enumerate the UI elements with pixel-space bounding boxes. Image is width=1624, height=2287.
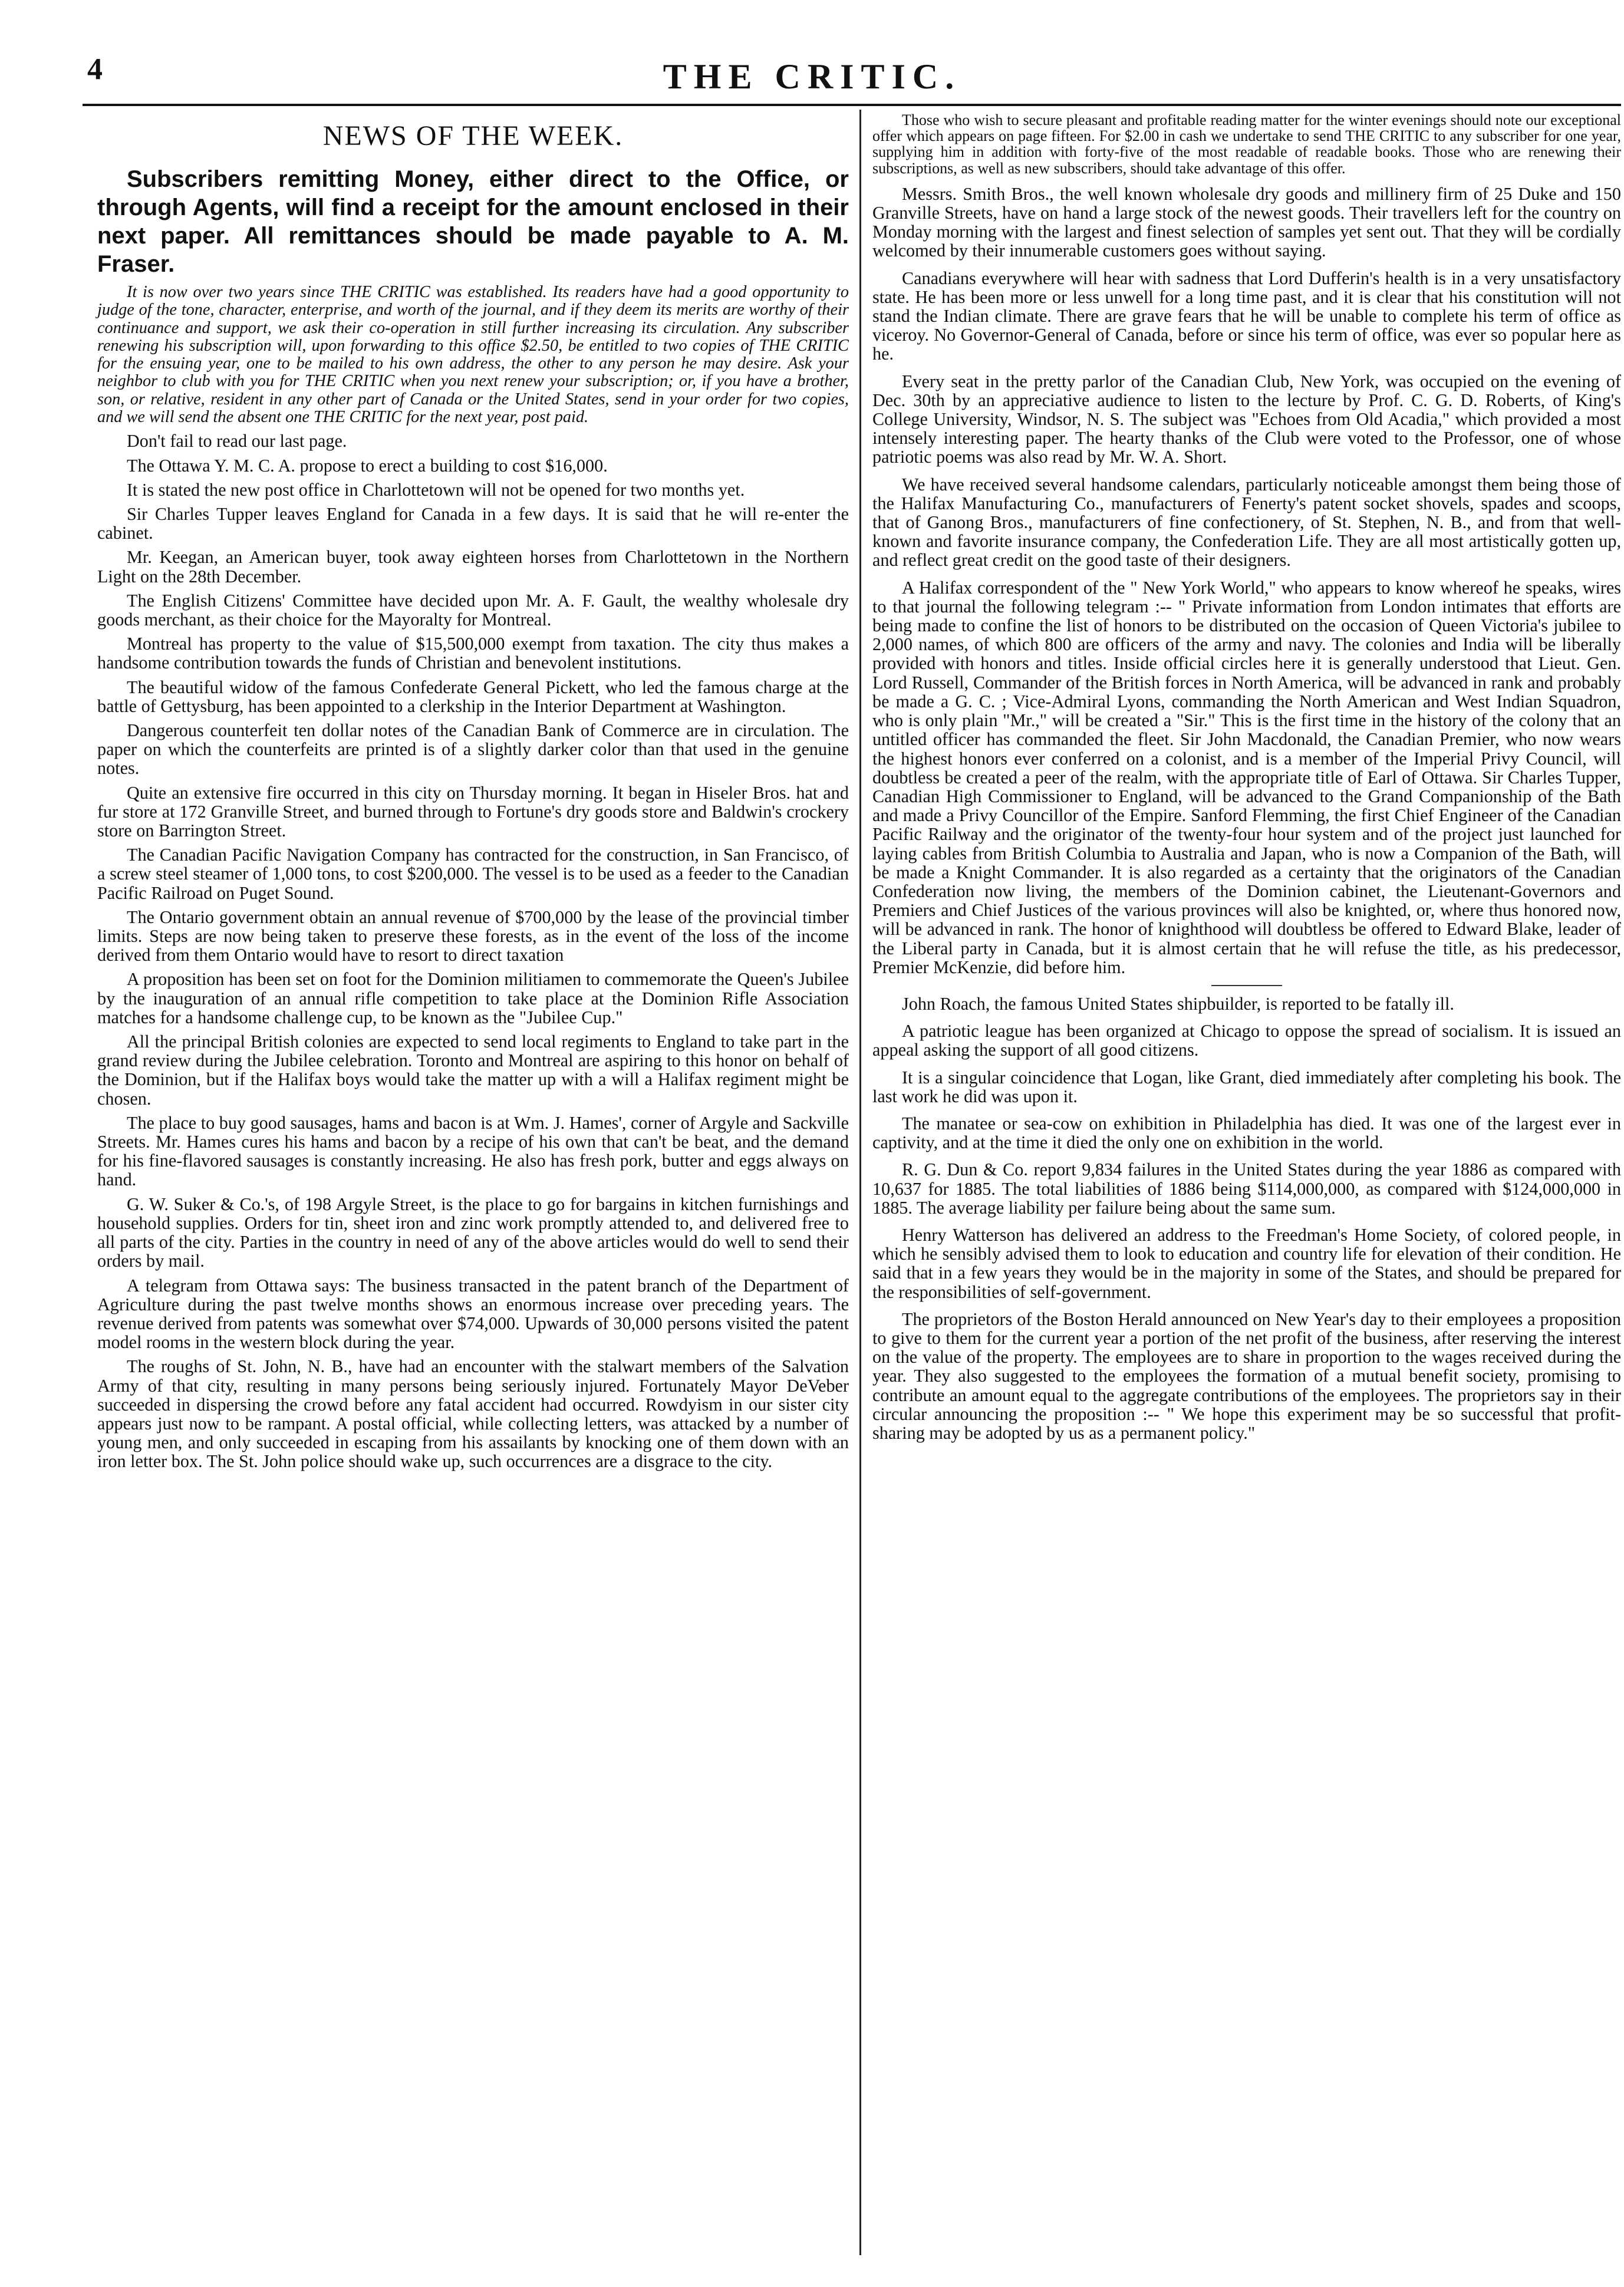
news-item: The Ottawa Y. M. C. A. propose to erect a building to cost $16,000.	[127, 455, 608, 476]
page-number: 4	[87, 52, 103, 86]
news-item: The place to buy good sausages, hams and bacon is at Wm. J. Hames', corner of Argyle and Sackville Streets. Mr. Hames cures his hams and bacon by a recipe of his own that can't be beat, and the demand for his fine-flavored sausages is constantly increasing. He also has fresh pork, butter and eggs always on hand.	[97, 1112, 849, 1190]
news-item: It is a singular coincidence that Logan, like Grant, died immediately after completing his book. The last work he did was upon it.	[872, 1067, 1621, 1106]
news-item: A patriotic league has been organized at Chicago to oppose the spread of socialism. It is issued an appeal asking the support of all good citizens.	[872, 1021, 1621, 1060]
right-column	[872, 112, 1621, 1451]
news-item: Don't fail to read our last page.	[127, 431, 347, 452]
news-item: A Halifax correspondent of the " New York World," who appears to know whereof he speaks, wires to that journal the following telegram :-- " Private information from London intimates that efforts are being made to confine the list of honors to be distributed on the occasion of Queen Victoria's jubilee to 2,000 names, of which 800 are officers of the army and navy. The colonies and India will be liberally provided with honors and titles. Inside official circles here it is generally understood that Lieut. Gen. Lord Russell, Commander of the British forces in North America, will be advanced in rank and probably be made a G. C. ; Vice-Admiral Lyons, commanding the North American and West Indian Squadron, who is only plain "Mr.," will be created a "Sir." This is the first time in the history of the colony that an untitled officer has commanded the fleet. Sir John Macdonald, the Canadian Premier, who now wears the highest honors ever conferred on a colonist, and is a member of the Imperial Privy Council, will doubtless be created a peer of the realm, with the appropriate title of Earl of Ottawa. Sir Charles Tupper, Canadian High Commissioner to England, will be advanced to the Grand Companionship of the Bath and made a Privy Councillor of the Empire. Sanford Flemming, the first Chief Engineer of the Canadian Pacific Railway and the originator of the twenty-four hour system and of the project just launched for laying cables from British Columbia to Australia and Japan, who is now a Companion of the Bath, will be made a Knight Commander. It is also regarded as a certainty that the originators of the Canadian Confederation now living, the members of the Dominion cabinet, the Lieutenant-Governors and Premiers and Chief Justices of the various provinces will also be knighted, or, where thus honored now, will be advanced in rank. The honor of knighthood will doubtless be offered to Edward Blake, leader of the Liberal party in Canada, but it is almost certain that he will refuse the title, as his predecessor, Premier McKenzie, did before him.	[872, 577, 1621, 977]
section-heading: NEWS OF THE WEEK.	[322, 120, 624, 151]
left-news-items	[97, 431, 849, 1471]
right-news-items-a	[872, 184, 1621, 977]
news-item: Henry Watterson has delivered an address to the Freedman's Home Society, of colored people, in which he sensibly advised them to look to education and country life for elevation of their condition. He said that in a few years they would be in the majority in some of the States, and should be prepared for the responsibilities of self-government.	[872, 1224, 1621, 1302]
reading-offer: Those who wish to secure pleasant and profitable reading matter for the winter evenings should note our exceptional offer which appears on page fifteen. For $2.00 in cash we undertake to send THE CRITIC to any subscriber for one year, supplying him in addition with forty-five of the most readable of readable books. Those who are renewing their subscriptions, as well as new subscribers, should take advantage of this offer.	[872, 111, 1621, 177]
news-item: The Ontario government obtain an annual revenue of $700,000 by the lease of the provincial timber limits. Steps are now being taken to preserve these forests, as in the event of the loss of the income derived from them Ontario would have to resort to direct taxation	[97, 907, 849, 965]
news-item: A telegram from Ottawa says: The business transacted in the patent branch of the Department of Agriculture during the past twelve months shows an enormous increase over preceding years. The revenue derived from patents was somewhat over $74,000. Upwards of 30,000 persons visited the patent model rooms in the western block during the year.	[97, 1275, 849, 1353]
news-item: Canadians everywhere will hear with sadness that Lord Dufferin's health is in a very unsatisfactory state. He has been more or less unwell for a long time past, and it is clear that his constitution will not stand the Indian climate. There are grave fears that he will be unable to complete his term of office as viceroy. No Governor-General of Canada, before or since his term of office, was ever so popular here as he.	[872, 268, 1621, 364]
news-item: A proposition has been set on foot for the Dominion militiamen to commemorate the Queen's Jubilee by the inauguration of an annual rifle competition to take place at the Dominion Rifle Association matches for a handsome challenge cup, to be known as the "Jubilee Cup."	[97, 969, 849, 1027]
news-item: Mr. Keegan, an American buyer, took away eighteen horses from Charlottetown in the Northern Light on the 28th December.	[97, 547, 849, 586]
news-item: We have received several handsome calendars, particularly noticeable amongst them being those of the Halifax Manufacturing Co., manufacturers of Fenerty's patent socket shovels, spades and scoops, that of Ganong Bros., manufacturers of fine confectionery, of St. Stephen, N. B., and from that well-known and favorite insurance company, the Confederation Life. They are all most artistically gotten up, and reflect great credit on the good taste of their designers.	[872, 474, 1621, 571]
news-item: It is stated the new post office in Charlottetown will not be opened for two months yet.	[127, 479, 745, 500]
news-item: Dangerous counterfeit ten dollar notes of the Canadian Bank of Commerce are in circulation. The paper on which the counterfeits are printed is of a slightly darker color than that used in the genuine notes.	[97, 720, 849, 779]
subscription-offer: It is now over two years since THE CRITIC was established. Its readers have had a good opportunity to judge of the tone, character, enterprise, and worth of the journal, and if they deem its merits are worthy of their continuance and support, we ask their co-operation in still further increasing its circulation. Any subscriber renewing his subscription will, upon forwarding to this office $2.50, be entitled to two copies of THE CRITIC for the ensuing year, one to be mailed to his own address, the other to any person he may desire. Ask your neighbor to club with you for THE CRITIC when you next renew your subscription; or, if you have a brother, son, or relative, resident in any other part of Canada or the United States, send in your order for two copies, and we will send the absent one THE CRITIC for the next year, post paid.	[97, 283, 849, 427]
news-item: John Roach, the famous United States shipbuilder, is reported to be fatally ill.	[902, 993, 1454, 1014]
news-item: The roughs of St. John, N. B., have had an encounter with the stalwart members of the Salvation Army of that city, resulting in many persons being seriously injured. Fortunately Mayor DeVeber succeeded in dispersing the crowd before any fatal accident had occurred. Rowdyism in our sister city appears just now to be rampant. A postal official, while collecting letters, was attacked by a number of young men, and only succeeded in escaping from his assailants by knocking one of them down with an iron letter box. The St. John police should wake up, such occurrences are a disgrace to the city.	[97, 1356, 849, 1472]
subscriber-notice: Subscribers remitting Money, either direct to the Office, or through Agents, will find a receipt for the amount enclosed in their next paper. All remittances should be made payable to A. M. Fraser.	[97, 166, 849, 277]
news-item: R. G. Dun & Co. report 9,834 failures in the United States during the year 1886 as compared with 10,637 for 1885. The total liabilities of 1886 being $114,000,000, as compared with $124,000,000 in 1885. The average liability per failure being about the same sum.	[872, 1159, 1621, 1218]
section-rule	[1211, 985, 1282, 986]
news-item: Every seat in the pretty parlor of the Canadian Club, New York, was occupied on the evening of Dec. 30th by an appreciative audience to listen to the lecture by Prof. C. G. D. Roberts, of King's College University, Windsor, N. S. The subject was "Echoes from Old Acadia," which provided a most intensely interesting paper. The hearty thanks of the Club were voted to the Professor, one of whose patriotic poems was also read by Mr. W. A. Short.	[872, 371, 1621, 467]
header-rule	[83, 104, 1621, 106]
news-item: The manatee or sea-cow on exhibition in Philadelphia has died. It was one of the largest ever in captivity, and at the time it died the only one on exhibition in the world.	[872, 1113, 1621, 1153]
news-item: The English Citizens' Committee have decided upon Mr. A. F. Gault, the wealthy wholesale dry goods merchant, as their choice for the Mayoralty for Montreal.	[97, 590, 849, 630]
left-column	[97, 112, 849, 1477]
masthead: THE CRITIC.	[663, 57, 961, 96]
column-divider	[859, 110, 861, 2255]
news-item: Sir Charles Tupper leaves England for Canada in a few days. It is said that he will re-enter the cabinet.	[97, 503, 849, 543]
news-item: All the principal British colonies are expected to send local regiments to England to take part in the grand review during the Jubilee celebration. Toronto and Montreal are aspiring to this honor on behalf of the Dominion, but if the Halifax boys would take the matter up with a will a Halifax regiment might be chosen.	[97, 1032, 849, 1109]
right-news-items-b	[872, 994, 1621, 1442]
news-item: Messrs. Smith Bros., the well known wholesale dry goods and millinery firm of 25 Duke and 150 Granville Streets, have on hand a large stock of the newest goods. Their travellers left for the country on Monday morning with the largest and finest selection of samples yet sent out. That they will be cordially welcomed by their innumerable customers goes without saying.	[872, 183, 1621, 261]
news-item: G. W. Suker & Co.'s, of 198 Argyle Street, is the place to go for bargains in kitchen furnishings and household supplies. Orders for tin, sheet iron and zinc work promptly attended to, and delivered free to all parts of the city. Parties in the country in need of any of the above articles would do well to send their orders by mail.	[97, 1194, 849, 1271]
news-item: The proprietors of the Boston Herald announced on New Year's day to their employees a proposition to give to them for the current year a portion of the net profit of the business, after reserving the interest on the value of the property. The employees are to share in proportion to the wages received during the year. They also suggested to the employees the formation of a mutual benefit society, promising to contribute an amount equal to the aggregate contributions of the employees. The proprietors say in their circular announcing the proposition :-- " We hope this experiment may be so successful that profit-sharing may be adopted by us as a permanent policy."	[872, 1309, 1621, 1443]
news-item: Montreal has property to the value of $15,500,000 exempt from taxation. The city thus makes a handsome contribution towards the funds of Christian and benevolent institutions.	[97, 634, 849, 673]
news-item: The beautiful widow of the famous Confederate General Pickett, who led the famous charge at the battle of Gettysburg, has been appointed to a clerkship in the Interior Department at Washington.	[97, 677, 849, 716]
news-item: The Canadian Pacific Navigation Company has contracted for the construction, in San Francisco, of a screw steel steamer of 1,000 tons, to cost $200,000. The vessel is to be used as a feeder to the Canadian Pacific Railroad on Puget Sound.	[97, 845, 849, 903]
news-item: Quite an extensive fire occurred in this city on Thursday morning. It began in Hiseler Bros. hat and fur store at 172 Granville Street, and burned through to Fortune's dry goods store and Baldwin's crockery store on Barrington Street.	[97, 782, 849, 841]
